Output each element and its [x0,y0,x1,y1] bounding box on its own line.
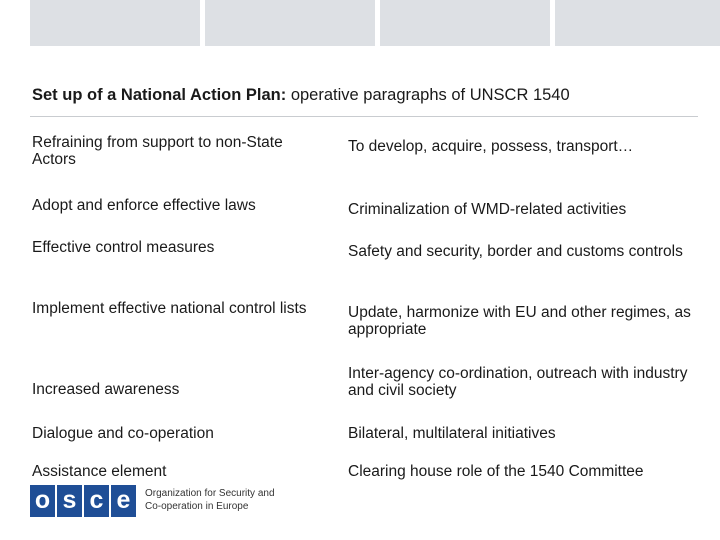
logo-org-line-2: Co-operation in Europe [145,501,249,512]
top-decorative-bars [0,0,720,46]
page-title-bold: Set up of a National Action Plan: [32,86,287,104]
page-title [32,86,712,105]
top-bar-1 [30,0,200,46]
row-6-detail: Bilateral, multilateral initiatives [348,425,556,442]
top-bar-4 [555,0,720,46]
row-2-measure: Adopt and enforce effective laws [32,197,256,214]
logo-org-line-1: Organization for Security and [145,488,275,499]
row-3-measure: Effective control measures [32,239,215,256]
logo-letter-c: c [84,485,109,517]
row-5-detail: Inter-agency co-ordination, outreach with industry and civil society [348,365,688,399]
row-1-detail: To develop, acquire, possess, transport… [348,138,634,155]
top-bar-3 [380,0,550,46]
row-7-measure: Assistance element [32,463,167,480]
page-title-rest: operative paragraphs of UNSCR 1540 [286,86,570,104]
logo-org-name [145,487,295,513]
row-4-detail: Update, harmonize with EU and other regimes, as appropriate [348,304,691,338]
row-2-detail: Criminalization of WMD-related activities [348,201,627,218]
title-divider [30,116,698,117]
top-bar-2 [205,0,375,46]
row-4-measure: Implement effective national control lists [32,300,307,317]
row-6-measure: Dialogue and co-operation [32,425,214,442]
logo-letter-e: e [111,485,136,517]
osce-logo [30,485,290,517]
row-3-detail: Safety and security, border and customs controls [348,243,683,260]
row-1-measure: Refraining from support to non-State Actors [32,134,283,168]
row-7-detail: Clearing house role of the 1540 Committee [348,463,644,480]
logo-letter-o: o [30,485,55,517]
logo-letter-s: s [57,485,82,517]
row-5-measure: Increased awareness [32,381,180,398]
